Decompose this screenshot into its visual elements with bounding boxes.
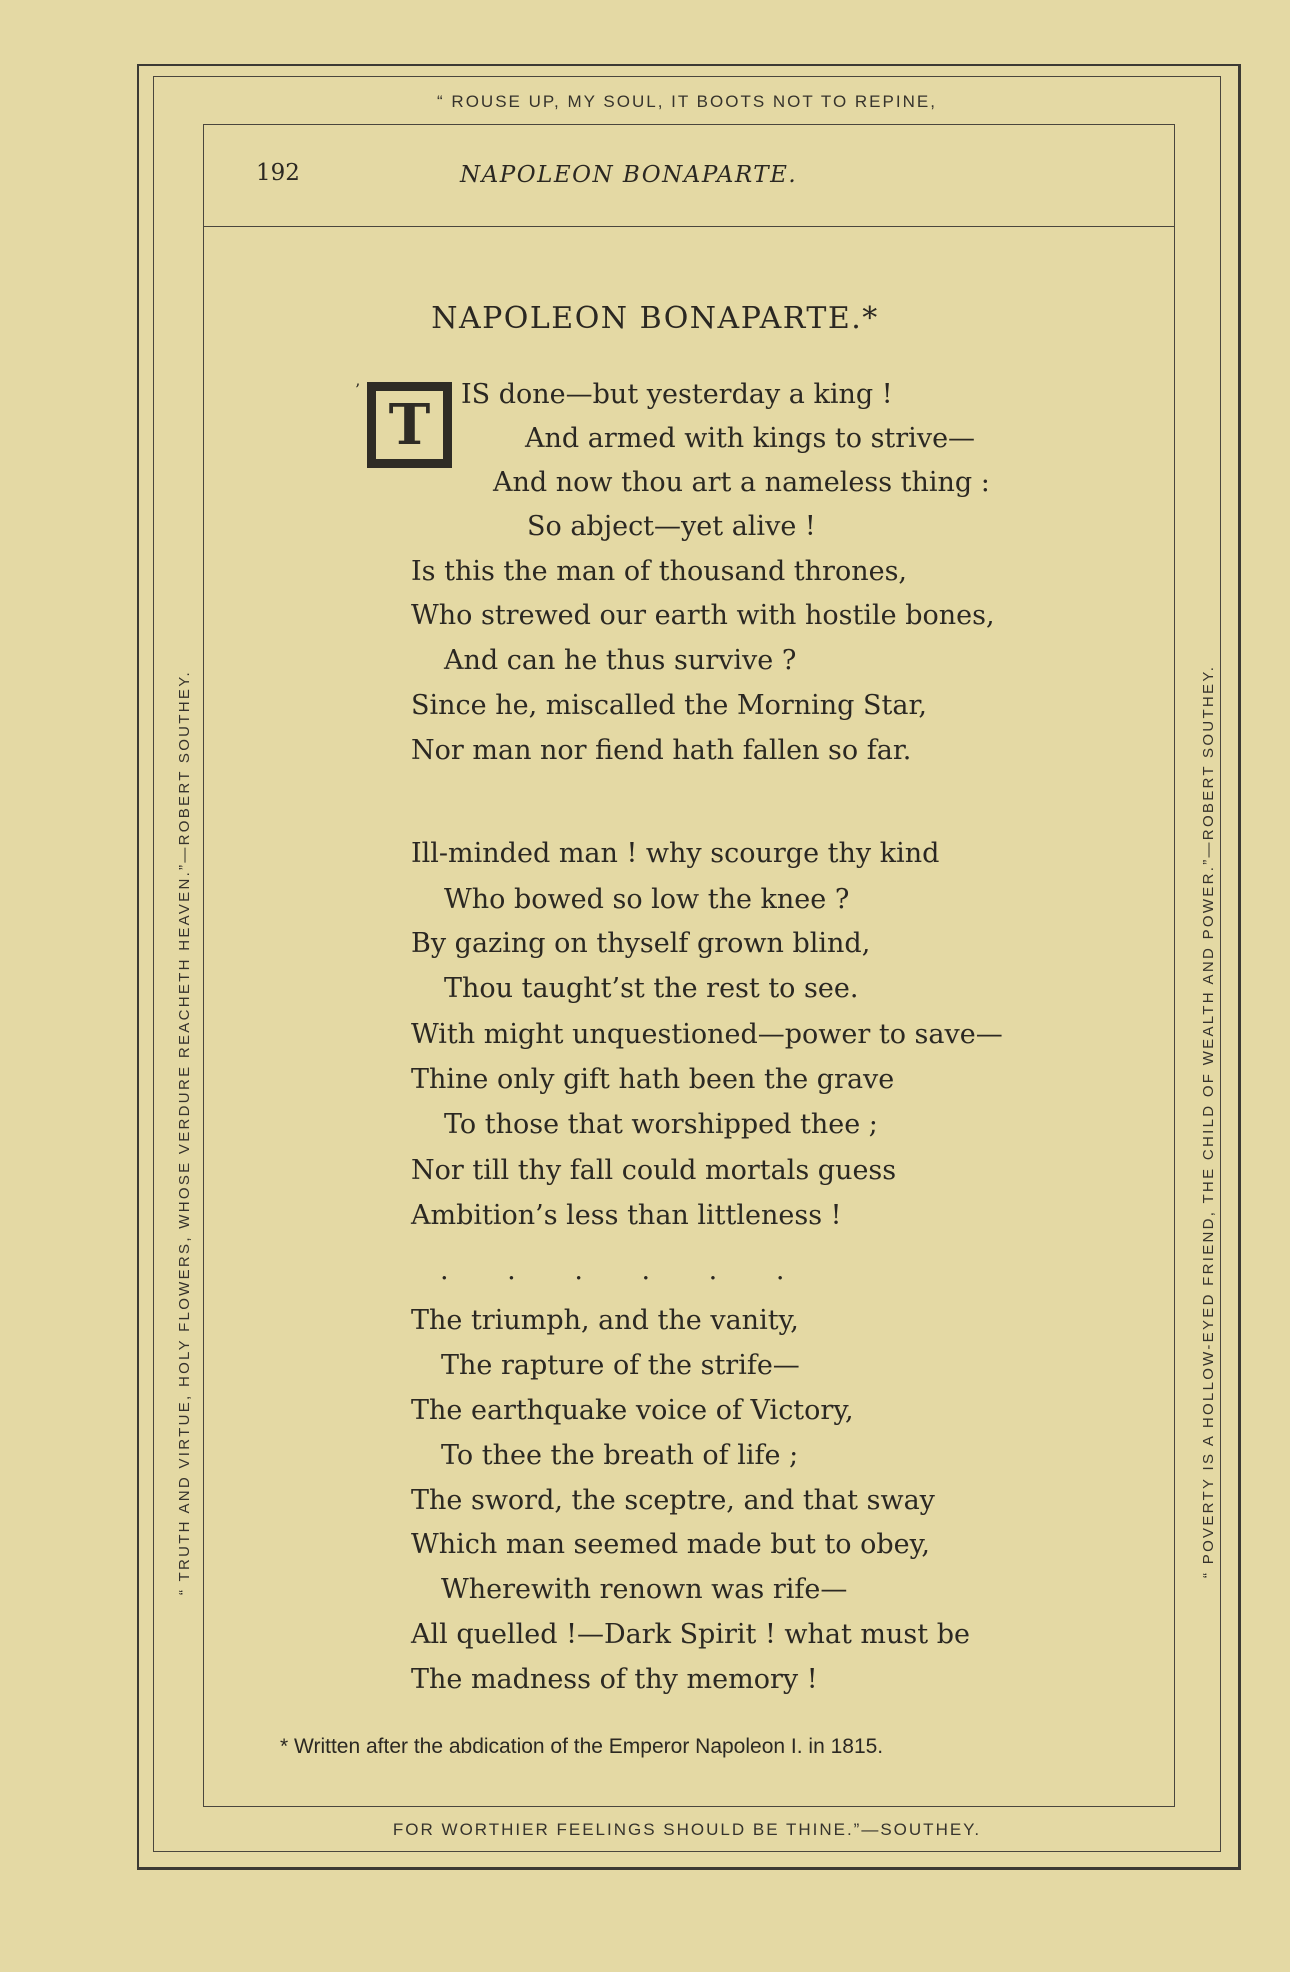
ornamental-drop-cap: [367, 382, 452, 468]
left-side-motto: “ TRUTH AND VIRTUE, HOLY FLOWERS, WHOSE VERDURE REACHETH HEAVEN.”—ROBERT SOUTHEY.: [176, 669, 193, 1595]
poem-line: Nor till thy fall could mortals guess: [411, 1155, 897, 1186]
poem-line: Who bowed so low the knee ?: [444, 884, 850, 915]
bottom-motto: FOR WORTHIER FEELINGS SHOULD BE THINE.”—SOUTHEY.: [392, 1820, 982, 1839]
poem-line: All quelled !—Dark Spirit ! what must be: [411, 1619, 970, 1650]
poem-line: Which man seemed made but to obey,: [411, 1529, 930, 1560]
poem-line: And can he thus survive ?: [444, 645, 797, 676]
poem-line: Nor man nor fiend hath fallen so far.: [411, 735, 912, 766]
poem-line: Ill-minded man ! why scourge thy kind: [411, 838, 940, 869]
poem-line: And now thou art a nameless thing :: [493, 467, 990, 498]
poem-line: To those that worshipped thee ;: [444, 1109, 878, 1140]
poem-line: To thee the breath of life ;: [441, 1440, 799, 1471]
poem-line: Wherewith renown was rife—: [441, 1574, 848, 1605]
header-rule: [203, 226, 1175, 227]
poem-line: Who strewed our earth with hostile bones,: [411, 600, 995, 631]
poem-line: The triumph, and the vanity,: [411, 1305, 799, 1336]
poem-line: The sword, the sceptre, and that sway: [411, 1485, 935, 1516]
poem-line: Thine only gift hath been the grave: [411, 1064, 895, 1095]
poem-line: Ambition’s less than littleness !: [411, 1200, 842, 1231]
page-number: 192: [256, 160, 300, 186]
top-motto: “ ROUSE UP, MY SOUL, IT BOOTS NOT TO REPINE,: [437, 92, 937, 111]
poem-line: Thou taught’st the rest to see.: [444, 973, 859, 1004]
omission-dots: . . . . . .: [440, 1255, 785, 1286]
poem-line: Is this the man of thousand thrones,: [411, 556, 908, 587]
opening-quote-mark: ’: [355, 380, 361, 399]
poem-line: With might unquestioned—power to save—: [411, 1019, 1003, 1050]
running-head: NAPOLEON BONAPARTE.: [460, 162, 798, 188]
poem-line: The madness of thy memory !: [411, 1664, 818, 1695]
poem-line: By gazing on thyself grown blind,: [411, 928, 871, 959]
poem-line: The earthquake voice of Victory,: [411, 1395, 854, 1426]
poem-line: And armed with kings to strive—: [525, 423, 976, 454]
poem-line: So abject—yet alive !: [527, 511, 816, 542]
right-side-motto: “ POVERTY IS A HOLLOW-EYED FRIEND, THE CHILD OF WEALTH AND POWER.”—ROBERT SOUTHEY.: [1200, 664, 1217, 1578]
poem-line: IS done—but yesterday a king !: [461, 379, 893, 410]
drop-cap-letter: T: [374, 389, 445, 461]
poem-title: NAPOLEON BONAPARTE.*: [431, 301, 879, 336]
poem-line: The rapture of the strife—: [441, 1350, 800, 1381]
poem-line: Since he, miscalled the Morning Star,: [411, 690, 928, 721]
footnote: * Written after the abdication of the Emperor Napoleon I. in 1815.: [280, 1735, 884, 1758]
